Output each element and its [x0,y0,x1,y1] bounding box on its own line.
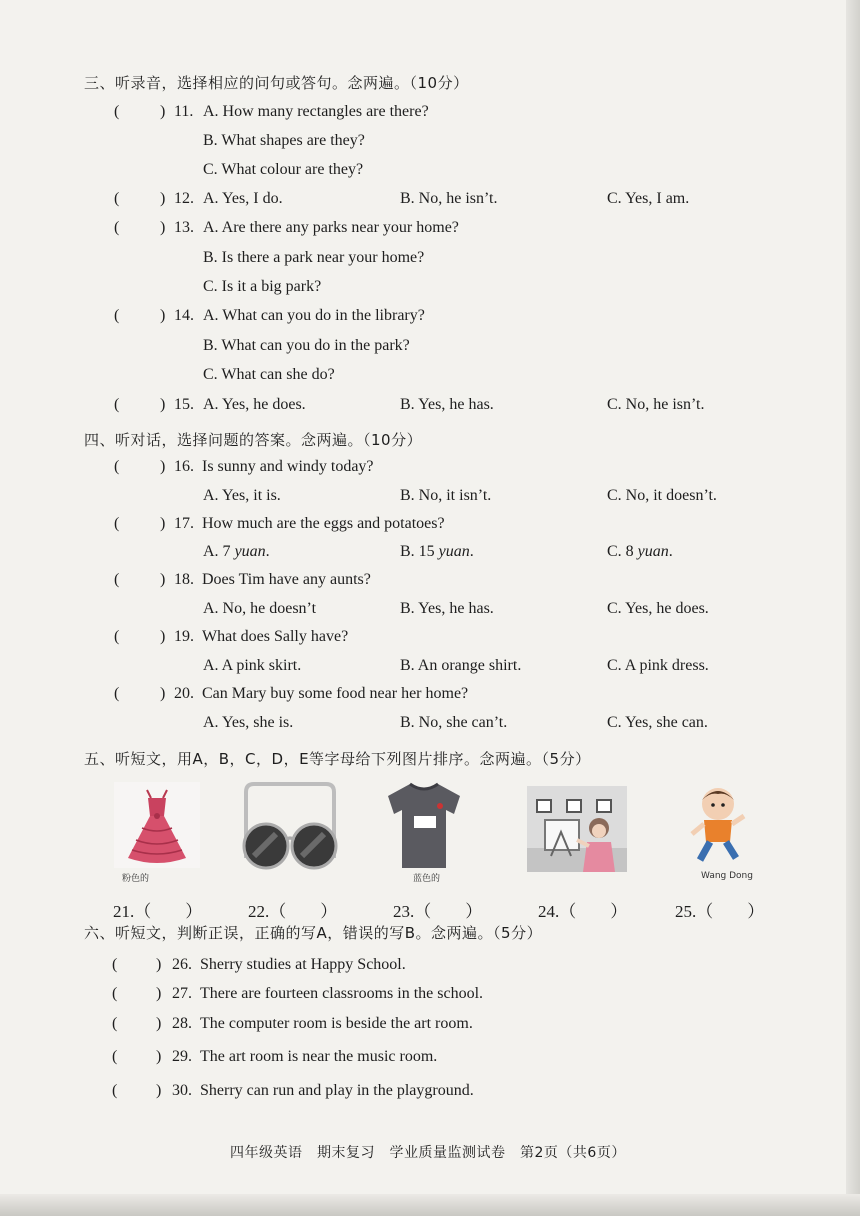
option-b: B. Is there a park near your home? [203,249,425,266]
answer-paren-left[interactable]: ( [114,685,120,702]
option-a: A. No, he doesn’t [203,600,317,617]
answer-paren-left[interactable]: ( [112,985,118,1002]
answer-paren-left[interactable]: ( [114,458,120,475]
option-b: B. Yes, he has. [400,396,494,413]
answer-paren-right[interactable]: ) [160,103,166,120]
question-number: 12. [174,190,194,207]
option-a: A. Yes, he does. [203,396,306,413]
option-c: C. Yes, I am. [607,190,690,207]
option-a: A. Yes, it is. [203,487,281,504]
picture-caption: Wang Dong [701,871,753,881]
answer-paren-left[interactable]: ( [114,219,120,236]
question-text: Is sunny and windy today? [202,458,374,475]
question-number: 16. [174,458,194,475]
question-text: Can Mary buy some food near her home? [202,685,469,702]
question-number: 26. [172,956,192,973]
picture-answer-24[interactable]: 24.（ ） [538,902,628,921]
answer-paren-left[interactable]: ( [112,956,118,973]
option-c: C. Is it a big park? [203,278,322,295]
option-b-amount: B. 15 [400,543,439,560]
question-number: 13. [174,219,194,236]
currency-unit: yuan [234,543,266,560]
question-number: 27. [172,985,192,1002]
option-b: B. Yes, he has. [400,600,494,617]
question-text: What does Sally have? [202,628,349,645]
answer-paren-left[interactable]: ( [114,396,120,413]
answer-paren-right[interactable]: ) [160,515,166,532]
option-a: A. Are there any parks near your home? [203,219,459,236]
option-b: B. What can you do in the park? [203,337,410,354]
answer-paren-right[interactable]: ) [160,396,166,413]
question-number: 30. [172,1082,192,1099]
answer-paren-right[interactable]: ) [160,190,166,207]
option-c: C. What colour are they? [203,161,364,178]
sunglasses-icon [238,780,342,872]
answer-paren-right[interactable]: ) [156,1082,162,1099]
blue-tshirt-icon [384,780,464,870]
option-c-amount: C. 8 [607,543,638,560]
option-a: A. Yes, she is. [203,714,294,731]
question-text: How much are the eggs and potatoes? [202,515,445,532]
answer-paren-right[interactable]: ) [160,571,166,588]
statement-text: Sherry can run and play in the playground. [200,1082,474,1099]
picture-answer-23[interactable]: 23.（ ） [393,902,483,921]
period: . [265,543,270,560]
answer-paren-left[interactable]: ( [112,1015,118,1032]
option-a: A. A pink skirt. [203,657,302,674]
picture-caption: 粉色的 [122,874,150,884]
answer-paren-right[interactable]: ) [160,307,166,324]
picture-answer-22[interactable]: 22.（ ） [248,902,338,921]
answer-paren-right[interactable]: ) [156,985,162,1002]
section-6-heading: 六、听短文，判断正误，正确的写A，错误的写B。念两遍。（5分） [84,924,543,942]
pink-dress-icon [114,782,200,868]
section-3-heading: 三、听录音，选择相应的问句或答句。念两遍。（10分） [84,74,469,92]
question-text: Does Tim have any aunts? [202,571,371,588]
section-5-heading: 五、听短文，用A，B，C，D，E等字母给下列图片排序。念两遍。（5分） [84,750,591,768]
option-a-amount: A. 7 [203,543,235,560]
answer-paren-left[interactable]: ( [114,307,120,324]
answer-paren-right[interactable]: ) [156,956,162,973]
girl-drawing-icon [527,786,627,872]
option-a [203,543,270,561]
answer-paren-left[interactable]: ( [114,515,120,532]
answer-paren-right[interactable]: ) [160,458,166,475]
question-number: 17. [174,515,194,532]
option-b: B. No, he isn’t. [400,190,498,207]
running-boy-icon [682,780,762,866]
option-c: C. A pink dress. [607,657,709,674]
option-a: A. How many rectangles are there? [203,103,429,120]
option-b [400,543,474,561]
question-number: 11. [174,103,194,120]
option-a: A. What can you do in the library? [203,307,425,324]
currency-unit: yuan [438,543,470,560]
answer-paren-right[interactable]: ) [160,219,166,236]
currency-unit: yuan [637,543,669,560]
answer-paren-left[interactable]: ( [114,190,120,207]
picture-answer-21[interactable]: 21.（ ） [113,902,203,921]
answer-paren-left[interactable]: ( [114,571,120,588]
question-number: 14. [174,307,194,324]
statement-text: The computer room is beside the art room. [200,1015,473,1032]
scan-edge-bottom [0,1194,860,1216]
period: . [469,543,474,560]
option-b: B. No, it isn’t. [400,487,492,504]
option-c: C. No, it doesn’t. [607,487,717,504]
answer-paren-right[interactable]: ) [156,1048,162,1065]
question-number: 15. [174,396,194,413]
option-b: B. An orange shirt. [400,657,522,674]
scan-edge [846,0,860,1216]
option-b: B. What shapes are they? [203,132,365,149]
question-number: 18. [174,571,194,588]
period: . [668,543,673,560]
option-c: C. No, he isn’t. [607,396,705,413]
statement-text: Sherry studies at Happy School. [200,956,406,973]
option-b: B. No, she can’t. [400,714,508,731]
option-c [607,543,673,561]
option-c: C. Yes, he does. [607,600,709,617]
option-c: C. Yes, she can. [607,714,708,731]
answer-paren-left[interactable]: ( [112,1048,118,1065]
question-number: 20. [174,685,194,702]
page-footer: 四年级英语 期末复习 学业质量监测试卷 第2页（共6页） [230,1145,626,1161]
answer-paren-right[interactable]: ) [156,1015,162,1032]
picture-caption: 蓝色的 [413,874,441,884]
picture-answer-25[interactable]: 25.（ ） [675,902,765,921]
answer-paren-right[interactable]: ) [160,628,166,645]
question-number: 28. [172,1015,192,1032]
option-c: C. What can she do? [203,366,335,383]
question-number: 29. [172,1048,192,1065]
section-4-heading: 四、听对话，选择问题的答案。念两遍。（10分） [84,431,423,449]
answer-paren-left[interactable]: ( [112,1082,118,1099]
statement-text: The art room is near the music room. [200,1048,438,1065]
answer-paren-right[interactable]: ) [160,685,166,702]
statement-text: There are fourteen classrooms in the school. [200,985,484,1002]
option-a: A. Yes, I do. [203,190,283,207]
question-number: 19. [174,628,194,645]
answer-paren-left[interactable]: ( [114,628,120,645]
answer-paren-left[interactable]: ( [114,103,120,120]
